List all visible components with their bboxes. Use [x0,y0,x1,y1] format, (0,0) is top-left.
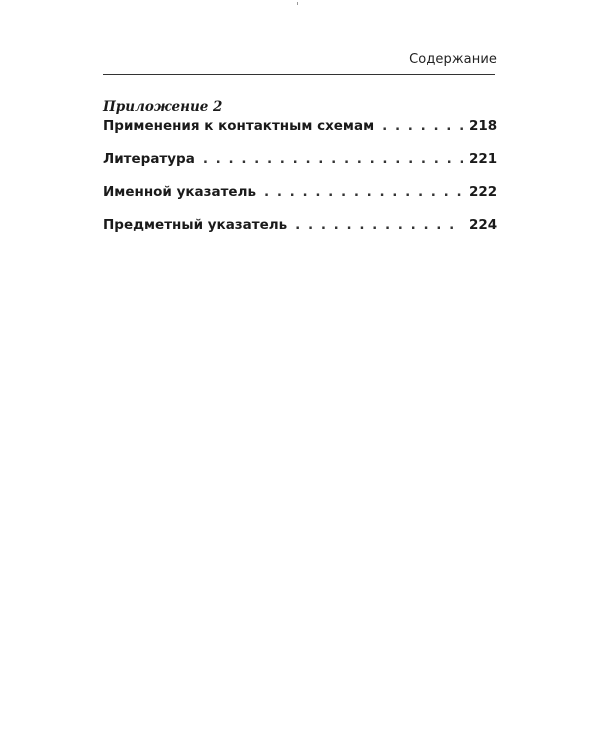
toc-entry-title: Предметный указатель [103,217,288,233]
toc-entry-page: 222 [469,184,498,200]
dot-leader [264,184,463,200]
toc-entry-page: 221 [469,151,498,167]
toc-entry[interactable] [103,184,498,200]
toc-entry[interactable] [103,217,498,233]
dot-leader [382,118,463,134]
toc-entry-page: 218 [469,118,498,134]
toc-entry[interactable] [103,151,498,167]
scan-mark [297,2,298,5]
dot-leader [203,151,463,167]
toc-entry[interactable] [103,118,498,134]
toc-entry-title: Литература [103,151,195,167]
toc-entry-page: 224 [469,217,498,233]
toc-entry-title: Именной указатель [103,184,257,200]
header-rule [103,74,495,75]
appendix-label: Приложение 2 [103,99,223,115]
running-header: Содержание [409,52,497,67]
toc-entry-title: Применения к контактным схемам [103,118,375,134]
table-of-contents [103,99,498,233]
dot-leader [295,217,463,233]
